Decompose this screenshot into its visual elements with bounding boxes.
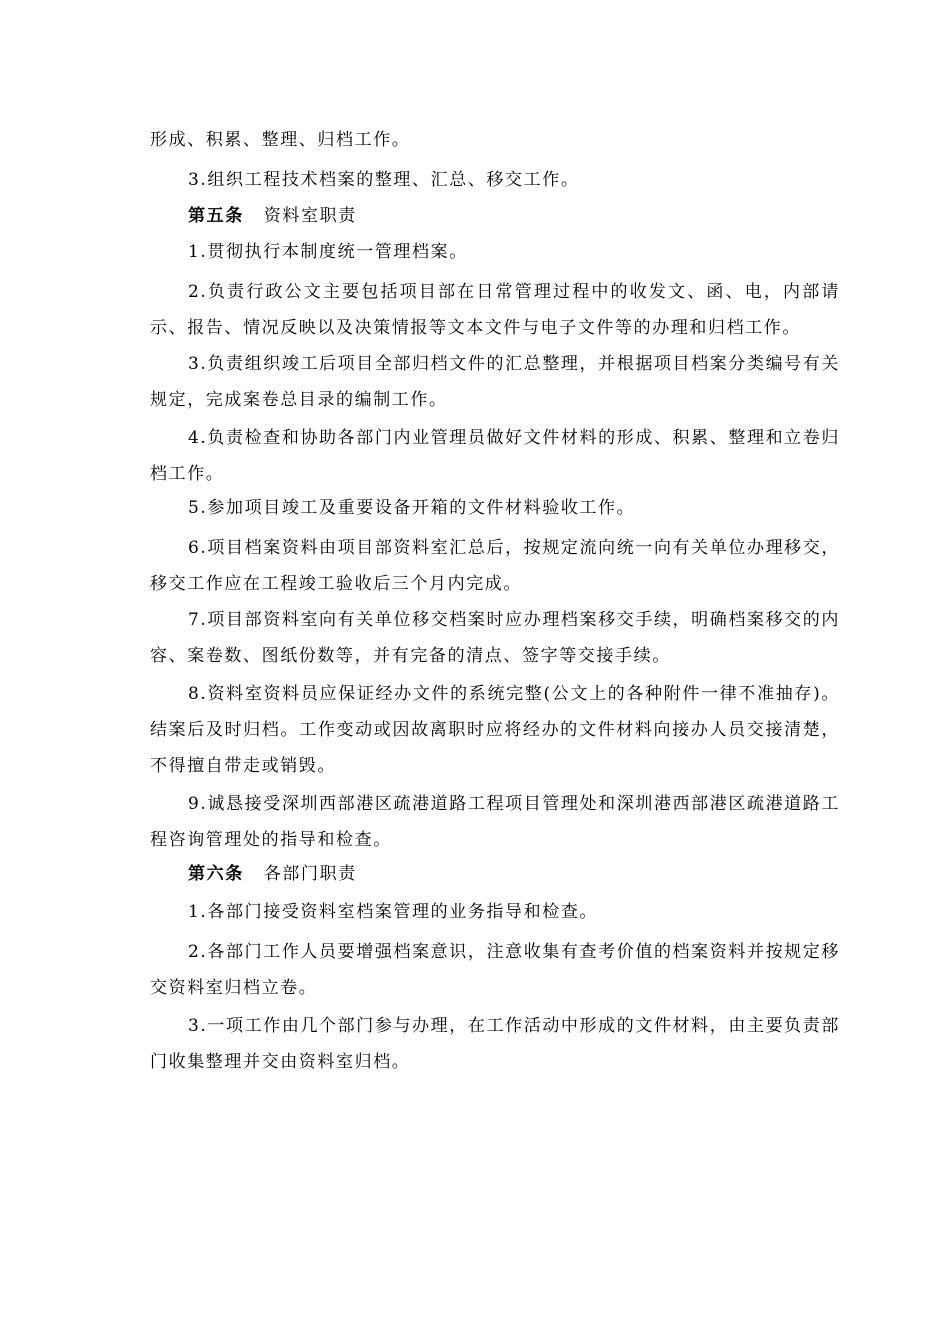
paragraph-art6-item-2: 2.各部门工作人员要增强档案意识，注意收集有查考价值的档案资料并按规定移交资料室归档立卷。 <box>150 942 840 998</box>
article-5-heading <box>188 198 357 234</box>
paragraph-art5-item-7: 7.项目部资料室向有关单位移交档案时应办理档案移交手续，明确档案移交的内容、案卷数、图纸份数等，并有完备的清点、签字等交接手续。 <box>150 610 840 666</box>
article-6-heading <box>188 856 357 892</box>
article-5-label: 第五条 <box>188 206 244 226</box>
paragraph-art5-item-2: 2.负责行政公文主要包括项目部在日常管理过程中的收发文、函、电，内部请示、报告、情况反映以及决策情报等文本文件与电子文件等的办理和归档工作。 <box>150 282 840 338</box>
paragraph-art5-item-8: 8.资料室资料员应保证经办文件的系统完整(公文上的各种附件一律不准抽存)。结案后及时归档。工作变动或因故离职时应将经办的文件材料向接办人员交接清楚，不得擅自带走或销毁。 <box>150 684 840 776</box>
article-6-label: 第六条 <box>188 864 244 884</box>
paragraph-art5-item-1: 1.贯彻执行本制度统一管理档案。 <box>188 242 468 262</box>
paragraph-art5-item-4: 4.负责检查和协助各部门内业管理员做好文件材料的形成、积累、整理和立卷归档工作。 <box>150 428 840 484</box>
paragraph-item-3-technical-archives: 3.组织工程技术档案的整理、汇总、移交工作。 <box>188 170 580 190</box>
paragraph-art5-item-9: 9.诚恳接受深圳西部港区疏港道路工程项目管理处和深圳港西部港区疏港道路工程咨询管理处的指导和检查。 <box>150 794 840 850</box>
paragraph-continuation: 形成、积累、整理、归档工作。 <box>150 130 411 150</box>
paragraph-art5-item-3: 3.负责组织竣工后项目全部归档文件的汇总整理，并根据项目档案分类编号有关规定，完成案卷总目录的编制工作。 <box>150 354 840 410</box>
paragraph-art6-item-3: 3.一项工作由几个部门参与办理，在工作活动中形成的文件材料，由主要负责部门收集整理并交由资料室归档。 <box>150 1016 840 1072</box>
paragraph-art5-item-5: 5.参加项目竣工及重要设备开箱的文件材料验收工作。 <box>188 498 636 518</box>
article-6-title: 各部门职责 <box>263 864 357 884</box>
article-5-title: 资料室职责 <box>263 206 357 226</box>
paragraph-art6-item-1: 1.各部门接受资料室档案管理的业务指导和检查。 <box>188 902 599 922</box>
paragraph-art5-item-6: 6.项目档案资料由项目部资料室汇总后，按规定流向统一向有关单位办理移交，移交工作应在工程竣工验收后三个月内完成。 <box>150 538 840 594</box>
